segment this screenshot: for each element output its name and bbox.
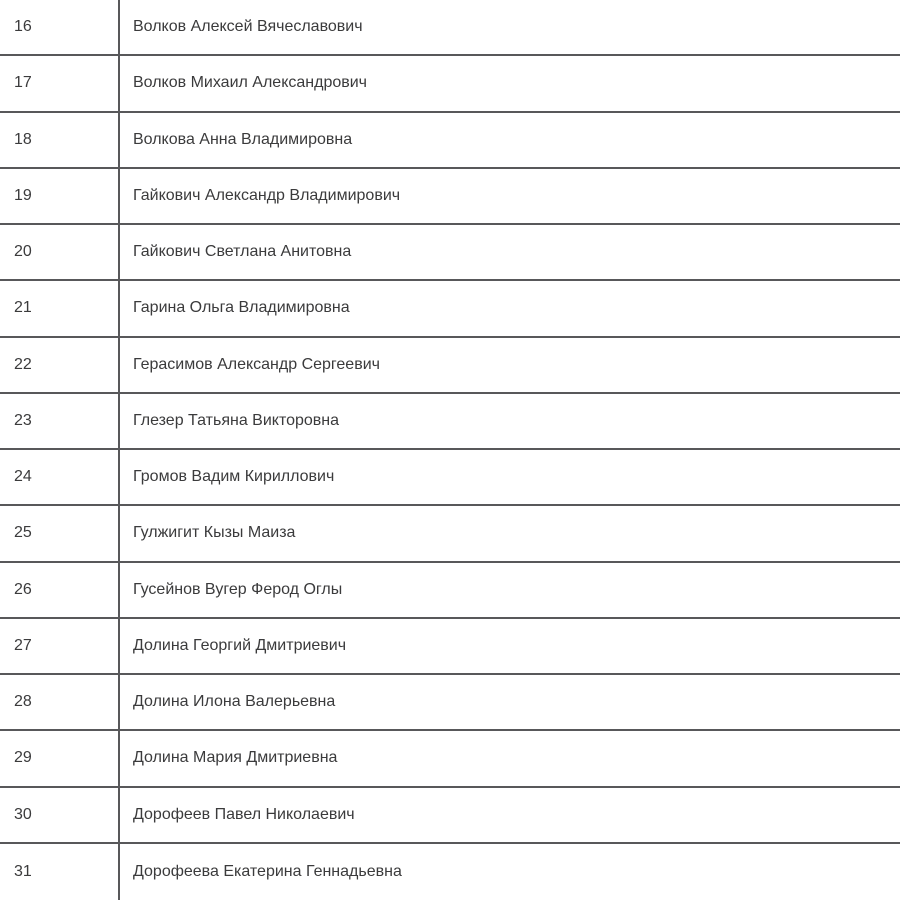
row-number-cell: 30	[0, 788, 120, 842]
row-number-cell: 17	[0, 56, 120, 110]
row-name-cell: Волков Алексей Вячеславович	[133, 18, 363, 36]
row-name-cell: Громов Вадим Кириллович	[133, 468, 335, 486]
row-name-cell: Гусейнов Вугер Ферод Оглы	[133, 580, 343, 598]
row-number-cell: 23	[0, 394, 120, 448]
row-number-cell: 22	[0, 338, 120, 392]
table-row	[0, 225, 900, 281]
row-name-cell: Долина Илона Валерьевна	[133, 693, 336, 711]
row-name-cell: Герасимов Александр Сергеевич	[133, 355, 380, 373]
table-row	[0, 0, 900, 56]
table-row	[0, 450, 900, 506]
row-name-cell: Дорофеев Павел Николаевич	[133, 805, 355, 823]
row-name-cell: Долина Мария Дмитриевна	[133, 749, 338, 767]
table-row	[0, 619, 900, 675]
row-number-cell: 29	[0, 731, 120, 785]
row-name-cell: Дорофеева Екатерина Геннадьевна	[133, 862, 402, 880]
row-number-cell: 24	[0, 450, 120, 504]
table-row	[0, 338, 900, 394]
row-number-cell: 16	[0, 0, 120, 54]
table-row	[0, 731, 900, 787]
row-name-cell: Глезер Татьяна Викторовна	[133, 411, 340, 429]
table-row	[0, 844, 900, 900]
row-name-cell: Волкова Анна Владимировна	[133, 130, 353, 148]
table-row	[0, 394, 900, 450]
table-row	[0, 169, 900, 225]
row-number-cell: 25	[0, 506, 120, 560]
table-row	[0, 788, 900, 844]
table-row	[0, 113, 900, 169]
row-number-cell: 18	[0, 113, 120, 167]
table-row	[0, 56, 900, 112]
row-name-cell: Долина Георгий Дмитриевич	[133, 636, 347, 654]
table-row	[0, 563, 900, 619]
row-name-cell: Гайкович Александр Владимирович	[133, 186, 401, 204]
row-number-cell: 31	[0, 844, 120, 900]
row-number-cell: 21	[0, 281, 120, 335]
row-number-cell: 20	[0, 225, 120, 279]
row-number-cell: 26	[0, 563, 120, 617]
table-row	[0, 675, 900, 731]
row-name-cell: Гарина Ольга Владимировна	[133, 299, 350, 317]
table-row	[0, 281, 900, 337]
row-number-cell: 28	[0, 675, 120, 729]
row-name-cell: Гулжигит Кызы Маиза	[133, 524, 296, 542]
row-number-cell: 19	[0, 169, 120, 223]
row-name-cell: Волков Михаил Александрович	[133, 74, 368, 92]
row-number-cell: 27	[0, 619, 120, 673]
row-name-cell: Гайкович Светлана Анитовна	[133, 243, 352, 261]
table-row	[0, 506, 900, 562]
